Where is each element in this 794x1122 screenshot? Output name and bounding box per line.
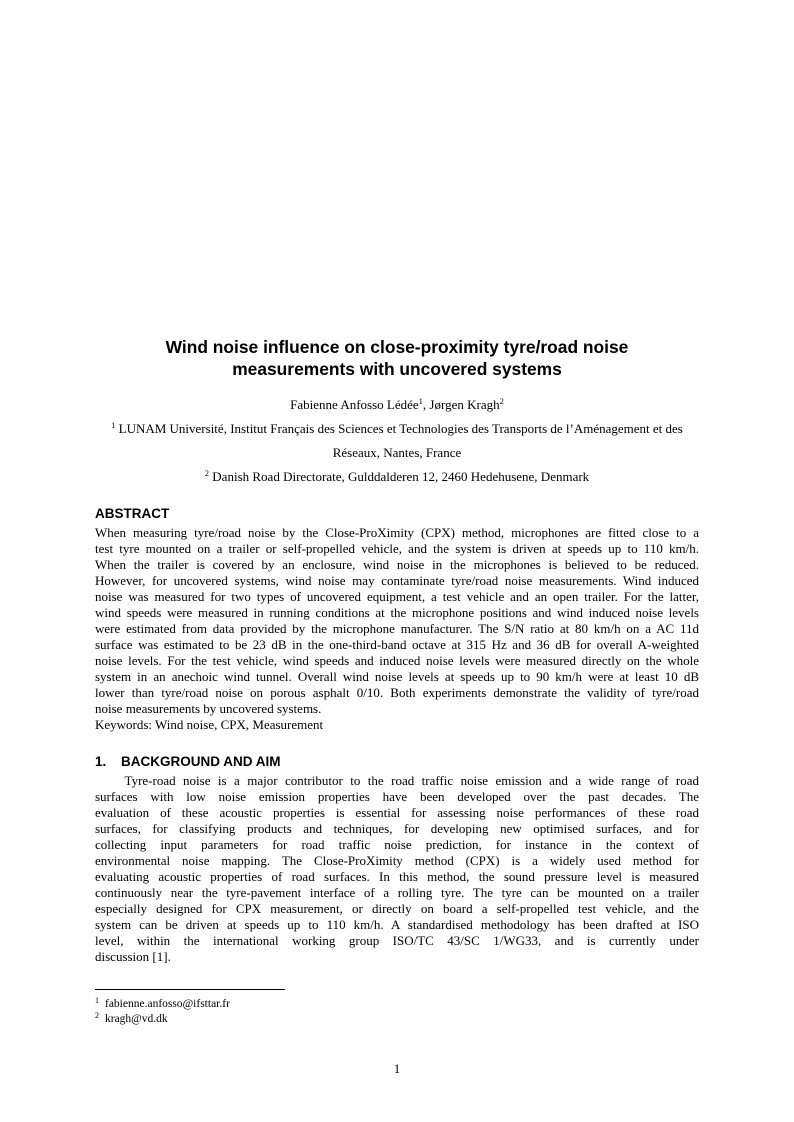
abstract-line: noise measurements by uncovered systems. [95,701,322,716]
abstract-line: When the trailer is covered by an enclosure, wind noise in the microphones is believed to be reduced. [95,557,699,572]
footnote-2: 2 kragh@vd.dk [95,1011,168,1025]
section-1-line: system can be driven at speeds up to 110 km/h. A standardised methodology has been drafted at ISO [95,917,699,932]
abstract-heading: ABSTRACT [95,506,170,521]
affiliation-2-text: Danish Road Directorate, Gulddalderen 12, 2460 Hedehusene, Denmark [212,469,590,484]
affiliation-1-mark: 1 [111,420,116,430]
abstract-line: surface was estimated to be 23 dB in the one-third-band octave at 315 Hz and 36 dB for overall A-weighted [95,637,699,652]
section-1-heading [95,753,281,770]
section-1-line: Tyre-road noise is a major contributor to the road traffic noise emission and a wide range of road [95,773,699,788]
affiliation-1-line-2: Réseaux, Nantes, France [332,445,462,460]
section-1-number: 1. [95,754,107,769]
section-1-line: collecting input parameters for road traffic noise prediction, for instance in the context of [95,837,699,852]
section-1-line: discussion [1]. [95,949,171,964]
affiliation-1-continued [95,445,699,461]
abstract-line: noise was measured for two types of uncovered equipment, a test vehicle and an open trailer. For the latter, [95,589,699,604]
author-2-mark: 2 [499,396,504,406]
author-1-mark: 1 [418,396,423,406]
author-1: Fabienne Anfosso Lédée [290,397,419,412]
abstract-line: system in an anechoic wind tunnel. Overall wind noise levels at speeds up to 90 km/h were at least 10 dB [95,669,699,684]
abstract-line: When measuring tyre/road noise by the Close-ProXimity (CPX) method, microphones are fitted close to a [95,525,699,540]
abstract-line: were estimated from data provided by the microphone manufacturer. The S/N ratio at 80 km/h on a AC 11d [95,621,699,636]
title-line-2: measurements with uncovered systems [232,359,562,379]
section-1-line: especially designed for CPX measurement, or directly on board a self-propelled test vehicle, and the [95,901,699,916]
section-1-line: level, within the international working group ISO/TC 43/SC 1/WG33, and is currently under [95,933,699,948]
footnote-1-email[interactable]: fabienne.anfosso@ifsttar.fr [105,998,230,1010]
author-2: Jørgen Kragh [429,397,500,412]
keywords-line: Keywords: Wind noise, CPX, Measurement [95,717,324,732]
abstract-line: noise levels. For the test vehicle, wind speeds and induced noise levels were measured directly on the whole [95,653,699,668]
author-list [95,397,699,413]
footnote-2-email[interactable]: kragh@vd.dk [105,1013,168,1025]
abstract-line: However, for uncovered systems, wind noise may contaminate tyre/road noise measurements. Wind induced [95,573,699,588]
title-line-1: Wind noise influence on close-proximity tyre/road noise [165,337,629,357]
keywords [95,717,699,733]
abstract-line: lower than tyre/road noise on porous asphalt 0/10. Both experiments demonstrate the validity of tyre/road [95,685,699,700]
abstract-line: wind speeds were measured in running conditions at the microphone positions and wind induced noise levels [95,605,699,620]
section-1-line: evaluation of these acoustic properties is essential for assessing noise performances of these road [95,805,699,820]
page-number: 1 [393,1061,401,1076]
paper-title [95,336,699,380]
affiliation-1-line-1: LUNAM Université, Institut Français des Sciences et Technologies des Transports de l’Aménagement et des [118,421,683,436]
abstract-line: test tyre mounted on a trailer or self-propelled vehicle, and the system is driven at speeds up to 110 km/h. [95,541,699,556]
footnote-rule [95,989,285,990]
affiliation-2 [95,469,699,485]
footnote-1: 1 fabienne.anfosso@ifsttar.fr [95,996,230,1010]
section-1-line: surfaces with low noise emission properties have been developed over the past decades. The [95,789,699,804]
section-1-line: environmental noise mapping. The Close-ProXimity method (CPX) is a widely used method for [95,853,699,868]
abstract-body [95,525,699,717]
author-separator: , [422,397,430,412]
section-1-line: surfaces, for classifying products and techniques, for developing new optimised surfaces, and for [95,821,699,836]
affiliation-2-mark: 2 [204,468,210,478]
section-1-line: continuously near the tyre-pavement interface of a rolling tyre. The tyre can be mounted on a trailer [95,885,699,900]
affiliation-1 [95,421,699,437]
section-1-body [95,773,699,965]
section-1-line: evaluating acoustic properties of road surfaces. In this method, the sound pressure level is measured [95,869,699,884]
section-1-title: BACKGROUND AND AIM [121,754,281,769]
